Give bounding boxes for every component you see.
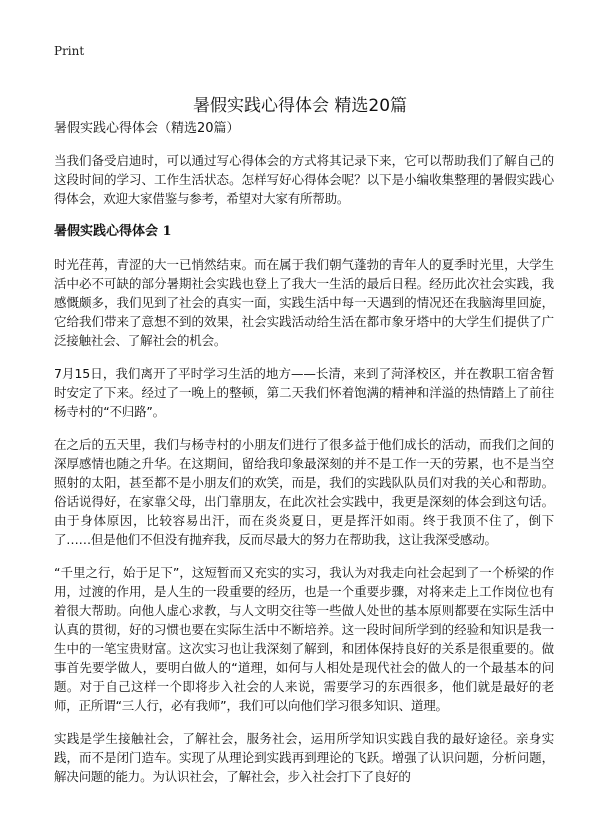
body-paragraph-1: 时光荏苒，青涩的大一已悄然结束。而在属于我们朝气蓬勃的青年人的夏季时光里，大学生活中必不可缺的部分暑期社会实践也登上了我大一生活的最后日程。经历此次社会实践，我感慨颇多，我们见到了社会的真实一面，实践生活中每一天遇到的情况还在我脑海里回旋，它给我们带来了意想不到的效果，社会实践活动给生活在都市象牙塔中的大学生们提供了广泛接触社会、了解社会的机会。: [54, 257, 554, 348]
body-paragraph-5: 实践是学生接触社会，了解社会，服务社会，运用所学知识实践自我的最好途径。亲身实践，而不是闭门造车。实现了从理论到实践再到理论的飞跃。增强了认识问题，分析问题，解决问题的能力。为认识社会，了解社会，步入社会打下了良好的: [54, 731, 554, 784]
body-paragraph-4: “千里之行，始于足下”，这短暂而又充实的实习，我认为对我走向社会起到了一个桥梁的作用，过渡的作用，是人生的一段重要的经历，也是一个重要步骤，对将来走上工作岗位也有着很大帮助。向他人虚心求教，与人文明交往等一些做人处世的基本原则都要在实际生活中认真的贯彻，好的习惯也要在实际生活中不断培养。这一段时间所学到的经验和知识是我一生中的一笔宝贵财富。这次实习也让我深刻了解到，和团体保持良好的关系是很重要的。做事首先要学做人，要明白做人的“道理，如何与人相处是现代社会的做人的一个最基本的问题。对于自己这样一个即将步入社会的人来说，需要学习的东西很多，他们就是最好的老师，正所谓“三人行，必有我师”，我们可以向他们学习很多知识、道理。: [54, 565, 554, 713]
document-subtitle: 暑假实践心得体会（精选20篇）: [54, 121, 240, 136]
body-paragraph-3: 在之后的五天里，我们与杨寺村的小朋友们进行了很多益于他们成长的活动，而我们之间的深厚感情也随之升华。在这期间，留给我印象最深刻的并不是工作一天的劳累，也不是当空照射的太阳，甚至都不是小朋友们的欢笑，而是，我们的实践队队员们对我的关心和帮助。俗话说得好，在家靠父母，出门靠朋友，在此次社会实践中，我更是深刻的体会到这句话。由于身体原因，比较容易出汗，而在炎炎夏日，更是挥汗如雨。终于我顶不住了，倒下了……但是他们不但没有抛弃我，反而尽最大的努力在帮助我，这让我深受感动。: [54, 437, 554, 547]
intro-paragraph: 当我们备受启迪时，可以通过写心得体会的方式将其记录下来，它可以帮助我们了解自己的这段时间的学习、工作生活状态。怎样写好心得体会呢？以下是小编收集整理的暑假实践心得体会，欢迎大家借鉴与参考，希望对大家有所帮助。: [54, 153, 554, 206]
page-title: 暑假实践心得体会 精选20篇: [192, 96, 408, 117]
print-label[interactable]: Print: [54, 44, 85, 58]
document-body: [54, 119, 554, 800]
body-paragraph-2: 7月15日，我们离开了平时学习生活的地方——长清，来到了菏泽校区，并在教职工宿舍暂时安定了下来。经过了一晚上的整顿，第二天我们怀着饱满的精神和洋溢的热情踏上了前往杨寺村的“不归路”。: [54, 366, 554, 419]
section-heading: 暑假实践心得体会 1: [54, 224, 172, 239]
